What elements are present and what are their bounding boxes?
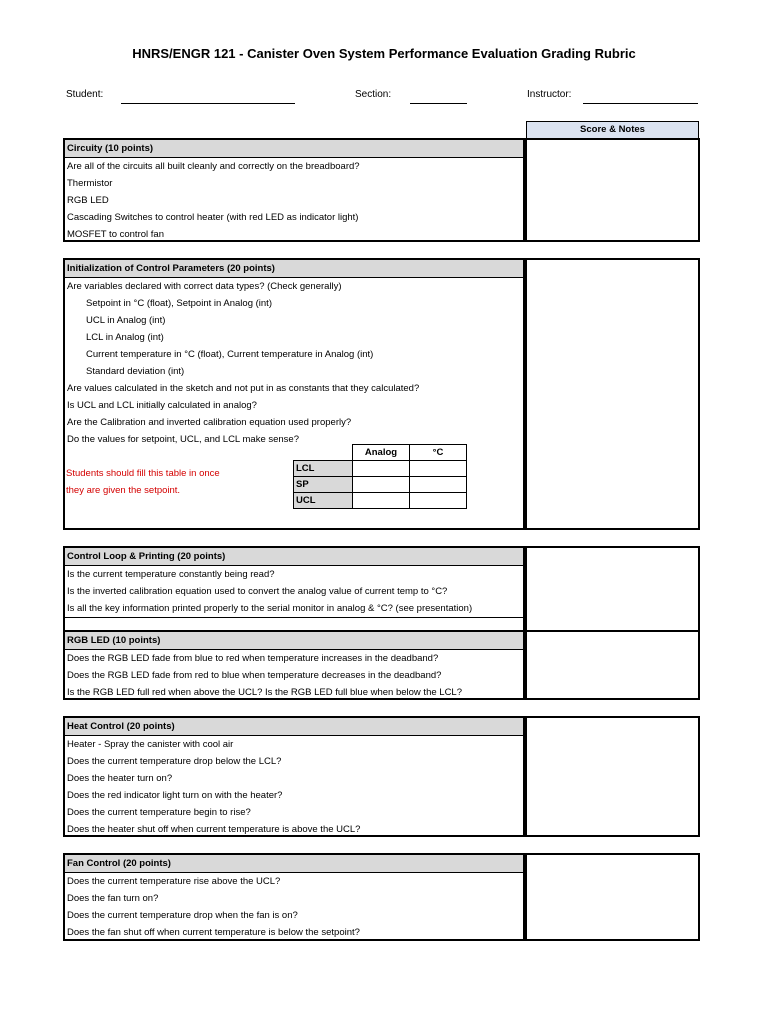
note-line-1: Students should fill this table in once	[66, 468, 220, 479]
init-item: Are values calculated in the sketch and not put in as constants that they calculated?	[67, 383, 420, 394]
col-celsius-header: °C	[410, 445, 467, 461]
sp-celsius-cell[interactable]	[410, 477, 467, 493]
heat-item: Does the heater turn on?	[67, 773, 173, 784]
control-loop-heading: Control Loop & Printing (20 points)	[65, 548, 523, 566]
score-notes-header: Score & Notes	[526, 121, 699, 139]
circuitry-score-box[interactable]	[525, 138, 700, 242]
circuitry-item: MOSFET to control fan	[67, 229, 164, 240]
rgb-score-box[interactable]	[525, 630, 700, 700]
rgb-heading: RGB LED (10 points)	[65, 632, 523, 650]
student-label: Student:	[66, 89, 104, 100]
setpoint-table	[293, 444, 467, 509]
init-item: Is UCL and LCL initially calculated in analog?	[67, 400, 257, 411]
fan-section	[63, 853, 525, 941]
ucl-analog-cell[interactable]	[353, 493, 410, 509]
instructor-field[interactable]	[583, 103, 698, 104]
heat-section	[63, 716, 525, 837]
heat-item: Does the current temperature drop below the LCL?	[67, 756, 282, 767]
init-item: Do the values for setpoint, UCL, and LCL make sense?	[67, 434, 299, 445]
fan-item: Does the fan turn on?	[67, 893, 159, 904]
fan-item: Does the current temperature drop when the fan is on?	[67, 910, 298, 921]
init-item: Setpoint in °C (float), Setpoint in Analog (int)	[86, 298, 272, 309]
table-instruction-note	[66, 465, 220, 499]
control-loop-item: Is all the key information printed properly to the serial monitor in analog & °C? (see presentation)	[65, 600, 523, 618]
sp-analog-cell[interactable]	[353, 477, 410, 493]
init-item: Are variables declared with correct data types? (Check generally)	[67, 281, 342, 292]
lcl-celsius-cell[interactable]	[410, 461, 467, 477]
table-corner	[294, 445, 353, 461]
heat-item: Does the current temperature begin to rise?	[67, 807, 251, 818]
heat-item: Heater - Spray the canister with cool air	[67, 739, 234, 750]
rgb-section	[63, 630, 525, 700]
rgb-item: Is the RGB LED full red when above the UCL? Is the RGB LED full blue when below the LCL?	[67, 687, 462, 698]
section-field[interactable]	[410, 103, 467, 104]
init-item: Are the Calibration and inverted calibration equation used properly?	[67, 417, 352, 428]
circuitry-heading: Circuity (10 points)	[65, 140, 523, 158]
control-loop-score-box[interactable]	[525, 546, 700, 632]
rgb-item: Does the RGB LED fade from red to blue when temperature decreases in the deadband?	[67, 670, 442, 681]
heat-score-box[interactable]	[525, 716, 700, 837]
student-field[interactable]	[121, 103, 295, 104]
rgb-item: Does the RGB LED fade from blue to red when temperature increases in the deadband?	[67, 653, 439, 664]
init-item: LCL in Analog (int)	[86, 332, 164, 343]
heat-item: Does the heater shut off when current temperature is above the UCL?	[67, 824, 361, 835]
control-loop-section	[63, 546, 525, 632]
instructor-label: Instructor:	[527, 89, 572, 100]
col-analog-header: Analog	[353, 445, 410, 461]
init-item: Standard deviation (int)	[86, 366, 185, 377]
heat-item: Does the red indicator light turn on with the heater?	[67, 790, 283, 801]
fan-item: Does the current temperature rise above the UCL?	[67, 876, 281, 887]
circuitry-section	[63, 138, 525, 242]
note-line-2: they are given the setpoint.	[66, 485, 181, 496]
circuitry-item: Are all of the circuits all built cleanly and correctly on the breadboard?	[67, 161, 360, 172]
control-loop-item: Is the inverted calibration equation used to convert the analog value of current temp to °C?	[67, 586, 448, 597]
row-label-sp: SP	[294, 477, 353, 493]
init-score-box[interactable]	[525, 258, 700, 530]
fan-item: Does the fan shut off when current temperature is below the setpoint?	[67, 927, 360, 938]
circuitry-item: Thermistor	[67, 178, 113, 189]
ucl-celsius-cell[interactable]	[410, 493, 467, 509]
section-label: Section:	[355, 89, 392, 100]
circuitry-item: RGB LED	[67, 195, 109, 206]
fan-score-box[interactable]	[525, 853, 700, 941]
heat-heading: Heat Control (20 points)	[65, 718, 523, 736]
row-label-lcl: LCL	[294, 461, 353, 477]
init-item: UCL in Analog (int)	[86, 315, 166, 326]
circuitry-item: Cascading Switches to control heater (with red LED as indicator light)	[67, 212, 359, 223]
row-label-ucl: UCL	[294, 493, 353, 509]
fan-heading: Fan Control (20 points)	[65, 855, 523, 873]
page-title: HNRS/ENGR 121 - Canister Oven System Performance Evaluation Grading Rubric	[132, 46, 636, 61]
lcl-analog-cell[interactable]	[353, 461, 410, 477]
init-item: Current temperature in °C (float), Current temperature in Analog (int)	[86, 349, 374, 360]
init-heading: Initialization of Control Parameters (20 points)	[65, 260, 523, 278]
control-loop-item: Is the current temperature constantly being read?	[67, 569, 275, 580]
